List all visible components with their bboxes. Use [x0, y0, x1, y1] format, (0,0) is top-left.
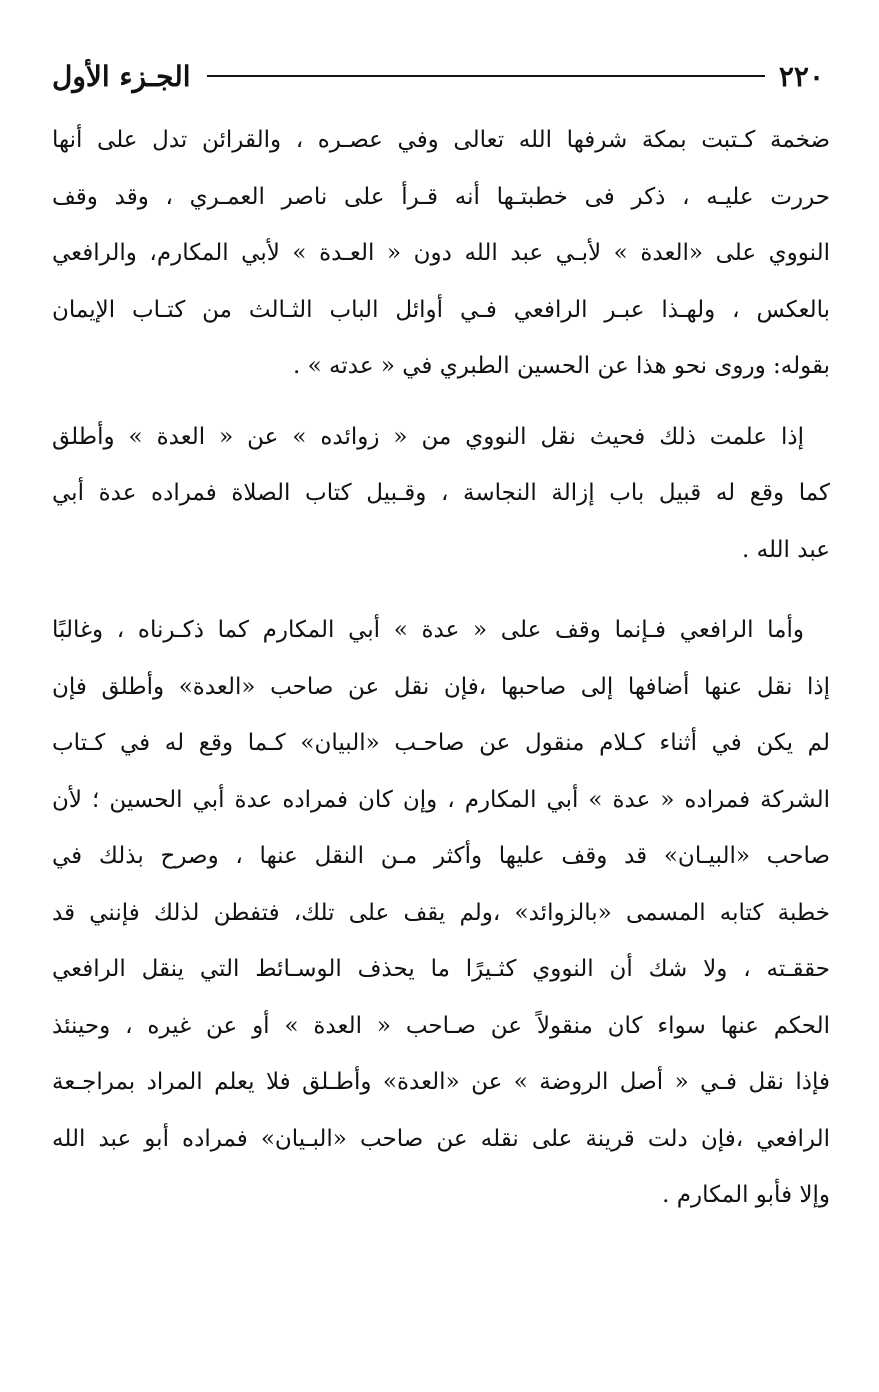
- paragraph: [52, 602, 830, 1224]
- text-line: بقوله: وروى نحو هذا عن الحسين الطبري في « عدته » .: [293, 353, 830, 379]
- paragraph: [52, 112, 830, 395]
- text-line: كما وقع له قبيل باب إزالة النجاسة ، وقـبيل كتاب الصلاة فمراده عدة أبي: [52, 480, 830, 506]
- text-line: بالعكس ، ولهـذا عبـر الرافعي فـي أوائل الباب الثـالث من كتـاب الإيمان: [52, 296, 830, 323]
- page-number: ٢٢٠: [778, 59, 824, 93]
- page-header: [52, 52, 824, 100]
- text-line: الرافعي ،فإن دلت قرينة على نقله عن صاحب «البـيان» فمراده أبو عبد الله: [52, 1125, 830, 1152]
- volume-title: الجـزء الأول: [52, 59, 191, 93]
- body-text: [52, 112, 830, 1224]
- text-line: عبد الله .: [741, 536, 830, 563]
- text-line: ضخمة كـتبت بمكة شرفها الله تعالى وفي عصـره ، والقرائن تدل على أنها: [52, 127, 830, 153]
- text-line: لم يكن في أثناء كـلام منقول عن صاحـب «البيان» كـما وقع له في كـتاب: [52, 730, 830, 756]
- text-line: حررت عليـه ، ذكر فى خطبتـها أنه قـرأ على ناصر العمـري ، وقد وقف: [52, 183, 830, 210]
- text-line: حققـته ، ولا شك أن النووي كثـيرًا ما يحذف الوسـائط التي ينقل الرافعي: [52, 956, 830, 982]
- text-line: الحكم عنها سواء كان منقولاً عن صـاحب « العدة » أو عن غيره ، وحينئذ: [52, 1012, 830, 1039]
- text-line: صاحب «البيـان» قد وقف عليها وأكثر مـن النقل عنها ، وصرح بذلك في: [52, 843, 830, 869]
- header-divider: [207, 75, 765, 77]
- text-line: النووي على «العدة » لأبـي عبد الله دون « العـدة » لأبي المكارم، والرافعي: [52, 240, 830, 266]
- text-line: إذا نقل عنها أضافها إلى صاحبها ،فإن نقل عن صاحب «العدة» وأطلق فإن: [52, 673, 830, 700]
- text-line: وأما الرافعي فـإنما وقف على « عدة » أبي المكارم كما ذكـرناه ، وغالبًا: [52, 617, 804, 643]
- paragraph: [52, 409, 830, 579]
- text-line: خطبة كتابه المسمى «بالزوائد» ،ولم يقف على تلك، فتفطن لذلك فإنني قد: [52, 899, 830, 926]
- text-line: وإلا فأبو المكارم .: [662, 1182, 830, 1208]
- text-line: الشركة فمراده « عدة » أبي المكارم ، وإن كان فمراده عدة أبي الحسين ؛ لأن: [52, 786, 830, 813]
- text-line: فإذا نقل فـي « أصل الروضة » عن «العدة» وأطـلق فلا يعلم المراد بمراجـعة: [52, 1069, 830, 1095]
- text-line: إذا علمت ذلك فحيث نقل النووي من « زوائده » عن « العدة » وأطلق: [52, 423, 804, 450]
